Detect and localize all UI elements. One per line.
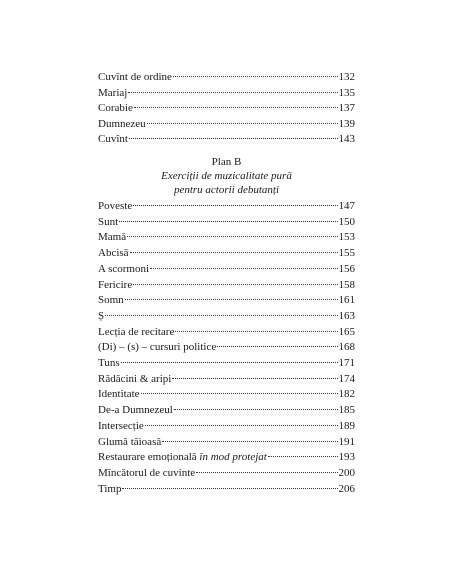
toc-entry-page: 143: [338, 133, 355, 145]
toc-entry: [98, 325, 355, 341]
toc-dot-leader: [150, 268, 337, 269]
toc-dot-leader: [173, 76, 338, 77]
toc-entry: [98, 435, 355, 451]
toc-entry-page: 132: [338, 71, 355, 83]
toc-entry-page: 185: [338, 404, 355, 417]
toc-dot-leader: [125, 299, 338, 300]
toc-entry-page: 155: [338, 247, 355, 260]
toc-entry-title: Timp: [98, 482, 122, 495]
toc-entry-title: Rădăcini & aripi: [98, 372, 172, 385]
toc-entry: [98, 262, 355, 278]
toc-entry: [98, 482, 355, 498]
toc-dot-leader: [133, 205, 337, 206]
section-heading: Plan B: [211, 156, 242, 168]
toc-entry: [98, 101, 355, 117]
toc-dot-leader: [128, 92, 337, 93]
toc-entry: [98, 86, 355, 102]
toc-entry-page: 182: [338, 388, 355, 401]
toc-entry: [98, 278, 355, 294]
toc-dot-leader: [130, 252, 338, 253]
toc-dot-leader: [119, 221, 337, 222]
toc-dot-leader: [141, 393, 338, 394]
toc-entry-title: Ș: [98, 309, 105, 322]
toc-entry: [98, 293, 355, 309]
toc-entry-page: 200: [338, 466, 355, 479]
toc-dot-leader: [217, 346, 337, 347]
toc-entry: [98, 450, 355, 466]
toc-entry-page: 137: [338, 102, 355, 114]
toc-entry: [98, 230, 355, 246]
toc-entry-title: Corabie: [98, 102, 133, 114]
toc-dot-leader: [145, 425, 338, 426]
toc-entry: [98, 356, 355, 372]
toc-entry-page: 156: [338, 262, 355, 275]
toc-entry-page: 150: [338, 215, 355, 228]
toc-entry-page: 158: [338, 278, 355, 291]
toc-entry-page: 191: [338, 435, 355, 448]
toc-entry-title: De-a Dumnezeul: [98, 404, 173, 417]
toc-entry-page: 165: [338, 325, 355, 338]
toc-entry-title: Abcisă: [98, 247, 129, 260]
toc-entry-page: 193: [338, 451, 355, 464]
toc-entry-page: 206: [338, 482, 355, 495]
toc-dot-leader: [175, 331, 337, 332]
toc-entry: [98, 246, 355, 262]
toc-entry-title: Dumnezeu: [98, 117, 146, 130]
toc-entry-title: Lecția de recitare: [98, 325, 175, 338]
toc-dot-leader: [122, 488, 337, 489]
toc-entry-page: 163: [338, 309, 355, 322]
toc-entry-page: 135: [338, 86, 355, 99]
toc-dot-leader: [121, 362, 338, 363]
toc-entry: [98, 215, 355, 231]
toc-entry-title: Intersecție: [98, 419, 144, 432]
toc-entry-title: Identitate: [98, 388, 140, 401]
toc-entry-title: Somn: [98, 294, 124, 307]
toc-entry-page: 171: [338, 357, 355, 370]
section-heading-block: [98, 155, 355, 197]
toc-dot-leader: [127, 236, 337, 237]
toc-entry: [98, 387, 355, 403]
toc-entry-page: 139: [338, 117, 355, 130]
toc-entry-title: Mariaj: [98, 86, 128, 99]
toc-entry-title: Mamă: [98, 231, 127, 244]
section-subtitle-line-2: pentru actorii debutanți: [173, 184, 280, 196]
toc-entry-page: 174: [338, 372, 355, 385]
toc-dot-leader: [174, 409, 338, 410]
toc-entry: [98, 403, 355, 419]
toc-entry-title: Tuns: [98, 357, 120, 370]
toc-entry-page: 189: [338, 419, 355, 432]
toc-dot-leader: [162, 441, 337, 442]
toc-list-bottom: [98, 199, 355, 497]
toc-entry-title: Cuvînt de ordine: [98, 71, 172, 83]
toc-entry: [98, 132, 355, 148]
toc-dot-leader: [129, 138, 338, 139]
toc-entry: [98, 340, 355, 356]
toc-entry-page: 153: [338, 231, 355, 244]
toc-dot-leader: [133, 284, 337, 285]
toc-entry-title: [98, 450, 267, 466]
toc-entry-page: 161: [338, 294, 355, 307]
toc-entry: [98, 199, 355, 215]
toc-entry-title-italic: în mod protejat: [199, 451, 267, 464]
toc-entry-page: 147: [338, 200, 355, 212]
toc-dot-leader: [268, 456, 338, 457]
toc-dot-leader: [147, 123, 338, 124]
toc-entry-title: Mîncătorul de cuvinte: [98, 466, 196, 479]
toc-entry-title: A scormoni: [98, 262, 150, 275]
toc-entry-title: Glumă tăioasă: [98, 435, 162, 448]
toc-entry-title: (Di) – (s) – cursuri politice: [98, 341, 217, 354]
toc-entry: [98, 372, 355, 388]
section-subtitle-line-1: Exerciții de muzicalitate pură: [161, 170, 292, 182]
toc-entry-title: Poveste: [98, 200, 133, 212]
toc-entry: [98, 70, 355, 86]
toc-entry-page: 168: [338, 341, 355, 354]
toc-dot-leader: [172, 378, 337, 379]
toc-list-top: [98, 70, 355, 148]
toc-entry-title-roman: Restaurare emoțională: [98, 451, 197, 464]
toc-dot-leader: [196, 472, 337, 473]
toc-dot-leader: [105, 315, 337, 316]
toc-dot-leader: [134, 107, 338, 108]
toc-entry: [98, 466, 355, 482]
toc-entry: [98, 309, 355, 325]
toc-entry-title: Fericire: [98, 278, 133, 291]
toc-entry-title: Sunt: [98, 215, 119, 228]
toc-entry: [98, 117, 355, 133]
toc-entry-title: Cuvînt: [98, 133, 128, 145]
toc-entry: [98, 419, 355, 435]
